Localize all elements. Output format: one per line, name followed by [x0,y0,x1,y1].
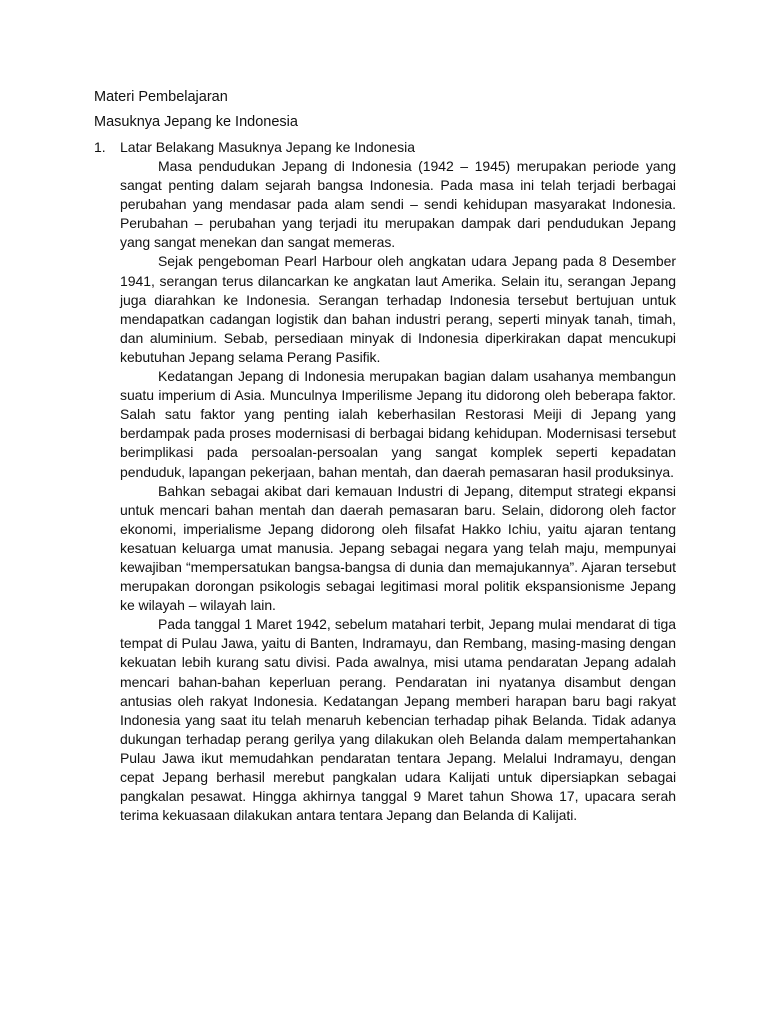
paragraph-4: Bahkan sebagai akibat dari kemauan Industri di Jepang, ditemput strategi ekpansi untuk mencari bahan mentah dan daerah pemasaran baru. Selain, didorong oleh factor ekonomi, imperialisme Jepang didorong oleh filsafat Hakko Ichiu, yaitu ajaran tentang kesatuan keluarga umat manusia. Jepang sebagai negara yang telah maju, mempunyai kewajiban “mempersatukan bangsa-bangsa di dunia dan memajukannya”. Ajaran tersebut merupakan dorongan psikologis sebagai legitimasi moral politik ekspansionisme Jepang ke wilayah – wilayah lain. [120,482,676,614]
paragraph-1: Masa pendudukan Jepang di Indonesia (1942 – 1945) merupakan periode yang sangat penting dalam sejarah bangsa Indonesia. Pada masa ini telah terjadi berbagai perubahan yang mendasar pada alam sendi – sendi kehidupan masyarakat Indonesia. Perubahan – perubahan yang terjadi itu merupakan dampak dari pendudukan Jepang yang sangat menekan dan sangat memeras. [120,158,676,251]
document-title: Materi Pembelajaran [94,89,228,105]
section-number: 1. [94,139,106,155]
paragraph-3: Kedatangan Jepang di Indonesia merupakan bagian dalam usahanya membangun suatu imperium di Asia. Munculnya Imperilisme Jepang itu didorong oleh beberapa faktor. Salah satu faktor yang penting ialah keberhasilan Restorasi Meiji di Jepang yang berdampak pada proses modernisasi di berbagai bidang kehidupan. Modernisasi tersebut berimplikasi pada persoalan-persoalan yang sangat komplek seperti kepadatan penduduk, lapangan pekerjaan, bahan mentah, dan daerah pemasaran hasil produksinya. [120,368,676,480]
section-header [94,138,676,157]
section-body [120,157,676,825]
section-heading: Latar Belakang Masuknya Jepang ke Indonesia [120,139,415,155]
paragraph-5: Pada tanggal 1 Maret 1942, sebelum matahari terbit, Jepang mulai mendarat di tiga tempat di Pulau Jawa, yaitu di Banten, Indramayu, dan Rembang, masing-masing dengan kekuatan lebih kurang satu divisi. Pada awalnya, misi utama pendaratan Jepang adalah mencari bahan-bahan keperluan perang. Pendaratan ini nyatanya disambut dengan antusias oleh rakyat Indonesia. Kedatangan Jepang memberi harapan baru bagi rakyat Indonesia yang saat itu telah menaruh kebencian terhadap pihak Belanda. Tidak adanya dukungan terhadap perang gerilya yang dilakukan oleh Belanda dalam mempertahankan Pulau Jawa ikut memudahkan pendaratan tentara Jepang. Melalui Indramayu, dengan cepat Jepang berhasil merebut pangkalan udara Kalijati untuk dipersiapkan sebagai pangkalan pesawat. Hingga akhirnya tanggal 9 Maret tahun Showa 17, upacara serah terima kekuasaan dilakukan antara tentara Jepang dan Belanda di Kalijati. [120,616,676,824]
document-subtitle: Masuknya Jepang ke Indonesia [94,114,298,130]
section-1 [94,138,676,825]
paragraph-2: Sejak pengeboman Pearl Harbour oleh angkatan udara Jepang pada 8 Desember 1941, serangan terus dilancarkan ke angkatan laut Amerika. Selain itu, serangan Jepang juga diarahkan ke Indonesia. Serangan terhadap Indonesia tersebut bertujuan untuk mendapatkan cadangan logistik dan bahan industri perang, seperti minyak tanah, timah, dan aluminium. Sebab, persediaan minyak di Indonesia diperkirakan dapat mencukupi kebutuhan Jepang selama Perang Pasifik. [120,253,676,365]
